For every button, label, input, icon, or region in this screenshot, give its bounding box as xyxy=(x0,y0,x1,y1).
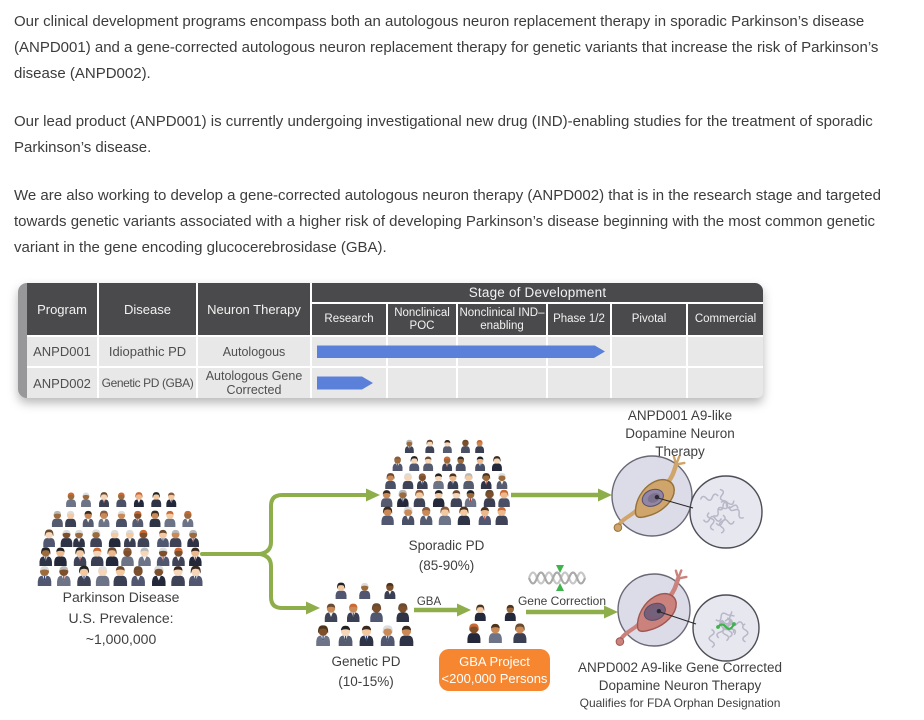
flow-diagram xyxy=(14,403,924,718)
anpd002-therapy-label: ANPD002 A9-like Gene Corrected Dopamine Neuron Therapy Qualifies for FDA Orphan Designation xyxy=(577,660,783,710)
stage-header-phase-1-2: Phase 1/2 xyxy=(547,303,611,336)
table-row-anpd001 xyxy=(27,336,763,367)
progress-arrow-anpd001 xyxy=(317,345,605,358)
stage-progress-cell xyxy=(311,336,387,367)
stage-header-nonclinical-ind: Nonclinical IND–enabling xyxy=(457,303,547,336)
paragraph-lead-product: Our lead product (ANPD001) is currently undergoing investigational new drug (IND)-enabling studies for the treatment of sporadic Parkinson’s disease. xyxy=(14,113,873,156)
col-header-disease: Disease xyxy=(98,283,197,336)
progress-arrow-anpd002 xyxy=(317,377,373,390)
pipeline-table xyxy=(18,283,763,398)
source-population-label: Parkinson Disease U.S. Prevalence: ~1,000,000 xyxy=(62,589,180,647)
program-cell: ANPD002 xyxy=(27,367,98,398)
table-edge-strip xyxy=(18,283,27,398)
stage-header-pivotal: Pivotal xyxy=(611,303,687,336)
parkinson-population-crowd-illustration xyxy=(38,492,203,586)
anpd002-neuron-illustration xyxy=(599,568,759,661)
table-row-anpd002 xyxy=(27,367,763,398)
col-header-program: Program xyxy=(27,283,98,336)
stage-header-research: Research xyxy=(311,303,387,336)
stage-progress-cell xyxy=(311,367,387,398)
anpd001-therapy-label: ANPD001 A9-like Dopamine Neuron Therapy xyxy=(625,408,735,459)
gba-project-badge: GBA Project <200,000 Persons xyxy=(439,649,550,691)
col-header-neuron-therapy: Neuron Therapy xyxy=(197,283,311,336)
sporadic-pd-label: Sporadic PD (85-90%) xyxy=(408,538,485,573)
program-cell: ANPD001 xyxy=(27,336,98,367)
stage-header-commercial: Commercial xyxy=(687,303,763,336)
neuron-therapy-cell: Autologous Gene Corrected xyxy=(197,367,311,398)
stage-of-development-header: Stage of Development xyxy=(311,283,763,303)
disease-cell: Idiopathic PD xyxy=(98,336,197,367)
stage-header-nonclinical-poc: Nonclinical POC xyxy=(387,303,457,336)
gba-arrow-label: GBA xyxy=(416,596,442,608)
anpd001-neuron-illustration xyxy=(597,454,762,548)
paragraph-anpd002: We are also working to develop a gene-corrected autologous neuron therapy (ANPD002) that is in the research stage and targeted towards genetic variants associated with a higher risk of developing Parkinson’s disease beginning with the most common genetic variant in the gene encoding glucocerebrosidase (GBA). xyxy=(14,187,881,256)
neuron-therapy-cell: Autologous xyxy=(197,336,311,367)
genetic-pd-label: Genetic PD (10-15%) xyxy=(331,654,401,689)
branch-connector xyxy=(202,489,380,615)
dna-illustration xyxy=(529,565,585,591)
paragraph-programs-overview: Our clinical development programs encompass both an autologous neuron replacement therapy in sporadic Parkinson’s disease (ANPD001) and a gene-corrected autologous neuron replacement therapy for genetic variants that increase the risk of Parkinson’s disease (ANPD002). xyxy=(14,13,879,82)
genetic-pd-crowd-illustration xyxy=(316,583,413,646)
sporadic-pd-crowd-illustration xyxy=(381,440,510,525)
gene-correction-label: Gene Correction xyxy=(517,594,607,608)
disease-cell: Genetic PD (GBA) xyxy=(98,367,197,398)
